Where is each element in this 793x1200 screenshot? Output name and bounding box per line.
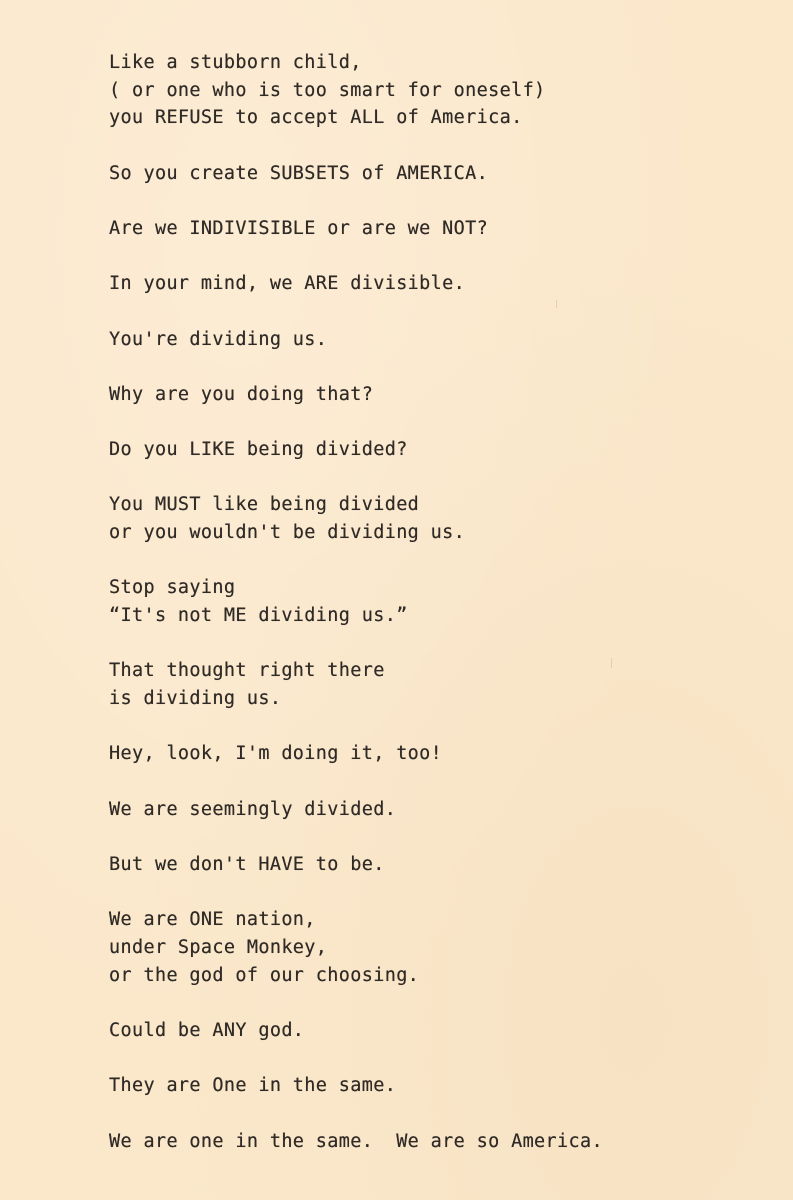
poem-line: We are seemingly divided. [109,798,397,820]
poem-stanza [109,381,749,409]
poem-stanza [109,270,749,298]
poem-text [109,49,749,1183]
poem-line: That thought right there [109,660,385,682]
poem-line: We are ONE nation, [109,909,316,931]
poem-line: Stop saying [109,577,236,599]
poem-stanza [109,436,749,464]
poem-line: They are One in the same. [109,1075,397,1097]
poem-line: You're dividing us. [109,328,328,350]
poem-line: you REFUSE to accept ALL of America. [109,107,523,129]
poem-stanza [109,740,749,768]
poem-line: is dividing us. [109,688,282,710]
poem-stanza [109,796,749,824]
poem-line: In your mind, we ARE divisible. [109,273,466,295]
poem-line: “It's not ME dividing us.” [109,605,408,627]
poem-line: Could be ANY god. [109,1020,305,1042]
poem-line: You MUST like being divided [109,494,420,516]
poem-line: Do you LIKE being divided? [109,439,408,461]
poem-stanza [109,1072,749,1100]
poem-line: Are we INDIVISIBLE or are we NOT? [109,218,489,239]
poem-stanza [109,160,749,188]
poem-stanza [109,49,749,132]
poem-stanza [109,906,749,989]
poem-stanza [109,215,749,243]
poem-stanza [109,851,749,879]
poem-line: So you create SUBSETS of AMERICA. [109,162,489,184]
poem-stanza [109,657,749,712]
poem-stanza [109,326,749,354]
poem-line: or the god of our choosing. [109,964,420,986]
poem-line: under Space Monkey, [109,937,328,959]
poem-line: Hey, look, I'm doing it, too! [109,743,443,765]
poem-line: But we don't HAVE to be. [109,854,385,876]
poem-stanza [109,574,749,629]
poem-line: We are one in the same. We are so America. [109,1130,603,1152]
poem-line: ( or one who is too smart for oneself) [109,79,546,101]
poem-stanza [109,1128,749,1156]
poem-stanza [109,1017,749,1045]
poem-stanza [109,491,749,546]
poem-line: or you wouldn't be dividing us. [109,522,466,544]
poem-line: Like a stubborn child, [109,52,362,73]
poem-line: Why are you doing that? [109,383,374,405]
